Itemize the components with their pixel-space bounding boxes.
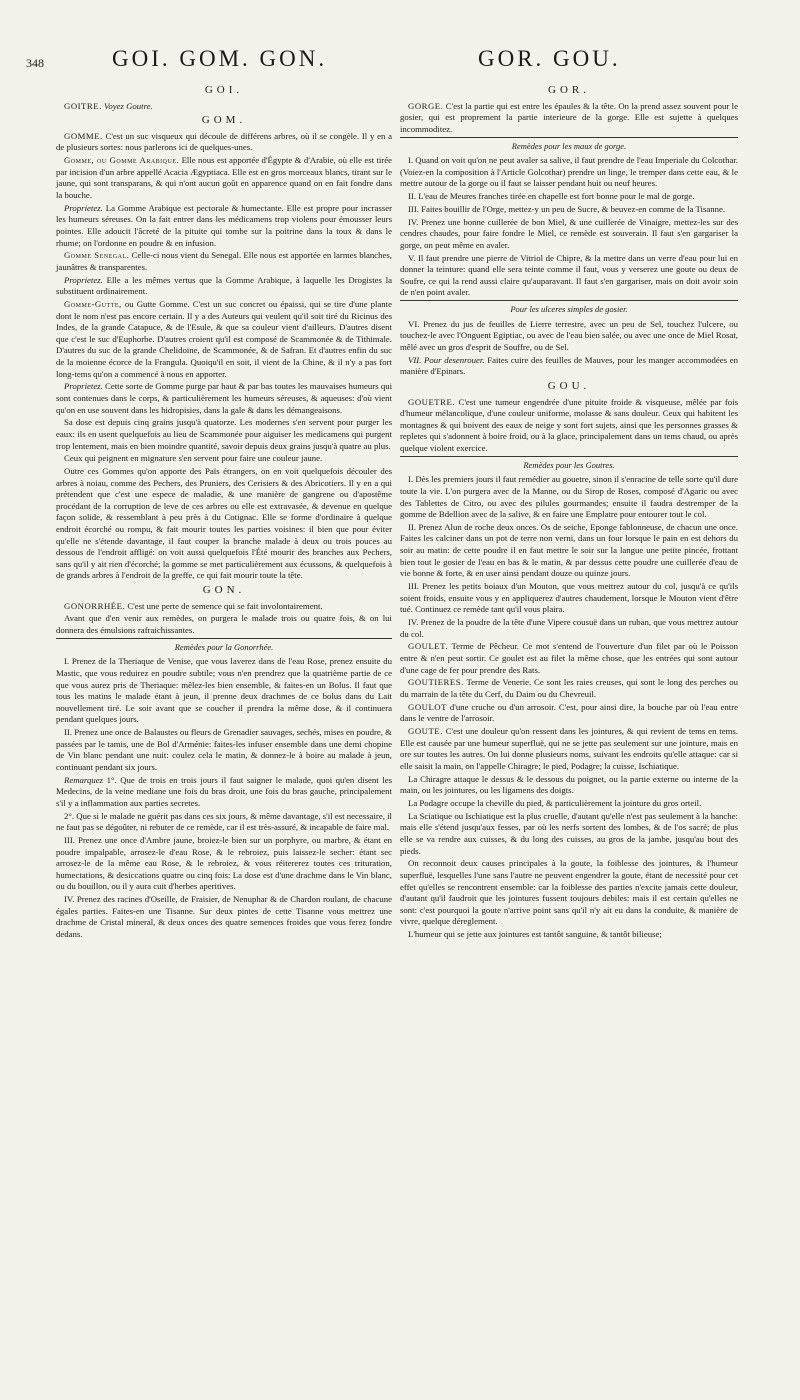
entry-text: C'est un suc visqueux qui découle de différens arbres, où il se congèle. Il y en a de plusieurs sortes: nous parlerons ici de quelques-unes.	[56, 130, 393, 153]
subheading-remedes-gorge: Remèdes pour les maux de gorge.	[511, 140, 627, 151]
divider	[400, 300, 738, 301]
entry-term: Proprietez.	[64, 381, 103, 392]
running-head-left: GOI. GOM. GON.	[112, 46, 328, 71]
entry-goulot	[400, 702, 738, 725]
entry-text: La Gomme Arabique est pectorale & humectante. Elle est propre pour incrasser les humeurs séreuses. On la fait entrer dans les médicamens trop violens pour émousser leurs pointes. Elle adoucit l'âcreté de la pituite qui tombe sur la poitrine dans la toux & dans le rhume; on l'ordonne en poudre & en infusion.	[56, 202, 393, 248]
entry-term: GONORRHÉE.	[64, 600, 126, 611]
entry-goitre	[56, 101, 392, 113]
entry-gonorrhee	[56, 601, 392, 613]
section-heading-gou: GOU.	[547, 379, 591, 392]
entry-text: C'est la partie qui est entre les épaules & la tête. On la prend assez souvent pour le gosier, qui est proprement la partie interieure de la gorge. Elle est sujette à quelques incommoditez.	[400, 100, 738, 134]
divider	[400, 137, 738, 138]
paragraph: Ceux qui peignent en mignature s'en servent pour faire une couleur jaune.	[64, 453, 323, 464]
paragraph: Sa dose est depuis cinq grains jusqu'à quatorze. Les modernes s'en servent pour purger les eaux: ils en usent quelquefois au lieu de Scammonée pour aiguiser les medicamens qui purgent trop lentement, mais en bien moindre quantité, savoir depuis deux grains jusqu'à quatre au plus.	[56, 417, 392, 451]
section-heading-gon: GON.	[202, 584, 246, 597]
remedy-item: VI. Prenez du jus de feuilles de Lierre terrestre, avec un peu de Sel, touchez l'ulcere, ou touchez-le avec l'Onguent Egiptiac, ou avec de l'eau bien salée, ou avec une once de Miel Rosat, mêlé avec un gros d'esprit de Souffre, ou de Sel.	[400, 318, 738, 352]
divider	[56, 638, 392, 639]
remark-term: Remarquez	[64, 774, 104, 785]
remedy-text: Faites cuire des feuilles de Mauves, pour les manger accommodées en manière d'Epinars.	[400, 354, 738, 377]
entry-gomme	[56, 131, 392, 154]
subheading-remedes-gonorrhee: Remèdes pour la Gonorrhée.	[174, 641, 274, 652]
paragraph: Avant que d'en venir aux remèdes, on purgera le malade trois ou quatre fois, & on lui donnera des émulsions rafraichissantes.	[56, 613, 392, 635]
entry-term: Gomme Senegal.	[64, 250, 130, 261]
entry-text: Celle-ci nous vient du Senegal. Elle nous est apportée en larmes blanches, jaunâtres & transparentes.	[56, 250, 392, 272]
entry-term: GOULOT	[408, 701, 447, 712]
entry-text: C'est une tumeur engendrée d'une pituite froide & visqueuse, mêlée par fois d'humeur mélancolique, d'une couleur uniforme, molasse & sans douleur. Ceux qui habitent les montagnes & qui boivent des eaux de neige y sont fort sujets, ainsi que les personnes grasses & repletes qui s'adonnent à boire froid, ou à la glace, principalement dans un tems chaud, ou après quelque violent exercice.	[400, 396, 738, 453]
remedy-item: III. Prenez une once d'Ambre jaune, broiez-le bien sur un porphyre, ou marbre, & étant en poudre impalpable, arrosez-le d'eau Rose, & le rebroiez, puis laissez-le secher: étant sec arrosez-le de la même eau Rose, & le rebroiez, & vous réitererez toutes ces trituration, humectations, & desiccations quatre ou cinq fois: La dose est d'une drachme dans le Vin blanc, ou du bouillon, ou il y aura cuit d'herbes aperitives.	[56, 835, 392, 892]
entry-goute	[400, 726, 738, 772]
divider	[400, 456, 738, 457]
entry-text: C'est une douleur qu'on ressent dans les jointures, & qui revient de tems en tems. Elle est causée par une humeur superfluë, qui ne se jette pas seulement sur une jointure, mais en ore sur toutes les autres. On lui donne plusieurs noms, suivant les endroits qu'elle attaque: car si elle saisit la main, on l'appelle Chiragre; le pied, Podagre; la cuisse, Ischiatique.	[400, 726, 739, 771]
subheading-remedes-goutres: Remèdes pour les Goutres.	[523, 459, 615, 470]
remark	[56, 775, 392, 810]
section-heading-goi: GOI.	[204, 84, 244, 96]
entry-text: d'une cruche ou d'un arrosoir. C'est, pour ainsi dire, la bouche par où l'eau entre dans le ventre de l'arrosoir.	[400, 701, 738, 724]
entry-proprietez	[56, 275, 392, 298]
paragraph: La Podagre occupe la cheville du pied, & particulièrement la jointure du gros orteil.	[408, 798, 702, 809]
entry-gouetre	[400, 397, 738, 455]
remedy-item: IV. Prenez des racines d'Oseille, de Fraisier, de Nenuphar & de Chardon roulant, de chacune égales parties. Faites-en une Tisanne. Sur deux pintes de cette Tisanne vous mettrez une drachme de Cristal mineral, & deux onces des quatre semences froides que vous ferez fondre dedans.	[56, 894, 392, 939]
entry-text: Elle nous est apportée d'Égypte & d'Arabie, où elle est tirée par incision d'un arbre appellé Acacia Ægyptiaca. Elle est en gros morceaux blancs, tirant sur le jaune, qui sont transparans, & qui n'ont aucun goût en apparence quand on en fait fondre dans la bouche.	[56, 155, 392, 200]
entry-proprietez	[56, 203, 392, 249]
paragraph: On reconnoit deux causes principales à la goute, la foiblesse des jointures, & l'humeur superfluë, lesquelles l'une sans l'autre ne peuvent engendrer la goute, étant de necessité pour cet effet qu'elles se rencontrent ensemble: car la foiblesse des parties n'excite jamais cette douleur, d'autant qu'il faudroit que les jointures fussent toujours debiles: mais il est certain qu'elles ne sont: c'est pourquoi la goute n'arrive point sans qu'il n'y ait eu dans la conduite, & manière de vivre, quelque déreglement.	[400, 858, 738, 927]
paragraph: La Sciatique ou Ischiatique est la plus cruelle, d'autant qu'elle n'est pas seulement à la hanche: mais elle s'étend jusqu'aux fesses, par où les nerfs sortent des lombes, & de l'os sacré; de plus elle se va rendre aux cuisses, & du long des cuisses, au gros de la jambe, jusqu'au bout des pieds.	[400, 810, 738, 856]
entry-gomme-arabique	[56, 155, 392, 201]
remedy-item: I. Prenez de la Theriaque de Venise, que vous laverez dans de l'eau Rose, prenez ensuite du Mastic, que vous reduirez en poudre subtile; vous n'en prendrez que la quatrième partie de ce que vous aurez pris de Theriaque: mêlez-les bien ensemble, & faites-en un Bolus. Il faut que tous les matins le malade étant à jeun, il prenne deux drachmes de ce bolus dans du Lait nouvellement tiré. Le soir avant que se coucher il prendra la même dose, & il continuera pendant quelques jours.	[56, 656, 392, 725]
running-head-right: GOR. GOU.	[478, 46, 621, 71]
entry-goutieres	[400, 677, 738, 700]
page-number: 348	[26, 56, 44, 70]
entry-text: Terme de Venerie. Ce sont les raies creuses, qui sont le long des perches ou du marrain de la tête du Cerf, du Daim ou du Chevreuil.	[400, 677, 739, 699]
entry-term: Proprietez.	[64, 202, 103, 213]
entry-text: Voyez Goutre.	[103, 100, 153, 111]
remedy-item: II. Prenez Alun de roche deux onces. Os de seiche, Eponge fablonneuse, de chacun une once. Faites les calciner dans un pot de terre non verni, dans un four lorsque le pain en est dehors du soir au matin: de cette poudre il en faut mettre le soir sur la langue une petite pincée, frottant bien tout le gosier de l'eau en bas & le matin, & par dessus cette poudre une cuillerée d'eau de vie bonne & forte, & en user ainsi pendant douze ou quinze jours.	[400, 521, 738, 579]
entry-term: GOUTIERES.	[408, 677, 464, 688]
section-heading-gor: GOR.	[548, 84, 590, 96]
entry-text: Terme de Pêcheur. Ce mot s'entend de l'ouverture d'un filet par où le Poisson entre & n'en peut sortir. Ce goulet est au filet la même chose, que les entrées qui sont autour d'une cage de fer pour prendre des Rats.	[400, 641, 738, 675]
paragraph: Outre ces Gommes qu'on apporte des Païs étrangers, on en voit quelquefois découler des arbres à noiau, comme des Pechers, des Pruniers, des Cerisiers & des Abricotiers. Il y en a qui prétendent que c'est une espece de maladie, & une manière de gangrene ou d'apostême procédant de la corruption de leve de ces arbres ou elle est extravasée, & devenue en quelque façon solide, & ressemblant à peu près à du Cotignac. Elle se forme d'ordinaire à quelque endroit écorché ou rompu, & fait mourir toutes les parties voisines: il bien que pour éviter qu'elle ne s'étende davantage, il faut couper la branche malade à deux ou trois pouces au dessous de l'endroit affligé: on voit aussi quelquefois l'Été mourir des branches aux Pechers, sans qu'il y ait rien d'écorché; la gomme se met particulièrement aux écussons, & quelquefois à de grands arbres à l'endroit de la greffe, ce qui fait mourir toute la tête.	[56, 466, 392, 581]
paragraph: La Chiragre attaque le dessus & le dessous du poignet, ou la partie externe ou interne de la main, ou les jointures, ou les ligamens des doigts.	[400, 773, 738, 796]
remedy-item: V. Il faut prendre une pierre de Vitriol de Chipre, & la mettre dans un verre d'eau pour lui en donner la teinture: quand elle sera teinte comme il faut, vous y verserez une goute ou deux de Soufre, ce qui la rend aussi claire qu'auparavant. Il faut s'en gargariser, mais on doit avoir soin de n'en point avaler.	[400, 252, 738, 298]
remedy-item: I. Quand on voit qu'on ne peut avaler sa salive, il faut prendre de l'eau Imperiale du Colcothar. (Voiez-en la composition à l'Article Golcothar) prendre un linge, le tremper dans cette eau, & le mettre autour de la gorge ou il faut se laisser pendant huit ou neuf heures.	[400, 155, 738, 189]
section-heading-gom: GOM.	[201, 114, 247, 127]
entry-term: GOUETRE.	[408, 396, 456, 407]
entry-text: ou Gutte Gomme. C'est un suc concret ou épaissi, qui se tire d'une plante dont le nom n'est pas encore certain. Il y a des Auteurs qui veulent qu'il soit tiré du Ricinus des Indes, de la grande Catapuce, & de l'Esule, & que sa couleur vient d'ailleurs. D'autres disent que c'est le suc d'Euphorbe. D'autres croient qu'il est composé de Scammonée & de Tithimale. D'autres du suc de la grande Chelidoine, de Scammonée, & de Safran. Et d'autres enfin du suc de la moienne écorce de la Frangula. Quoiqu'il en soit, il vient de la Chine, & il n'y a pas fort long-tems qu'on a commencé à nous en apporter.	[56, 299, 392, 379]
entry-goulet	[400, 641, 738, 676]
entry-term: Gomme, ou Gomme Arabique.	[64, 155, 180, 166]
left-column	[56, 82, 392, 942]
remedy-term: VII. Pour desenrouer.	[408, 354, 485, 365]
remark: 2°. Que si le malade ne guérit pas dans ces six jours, & même davantage, s'il est necessaire, il ne faut pas se dégoûter, ni rebuter de ce remède, car il est très-assuré, & incapable de faire mal.	[56, 810, 392, 833]
entry-text: C'est une perte de semence qui se fait involontairement.	[127, 600, 323, 611]
entry-gomme-senegal	[56, 250, 392, 273]
remedy-item	[400, 355, 738, 378]
entry-gorge	[400, 101, 738, 136]
entry-gomme-gutte	[56, 299, 392, 380]
entry-term: GORGE.	[408, 100, 444, 111]
entry-term: GOULET.	[408, 641, 449, 652]
remedy-item: III. Faites bouillir de l'Orge, mettez-y un peu de Sucre, & beuvez-en comme de la Tisanne.	[408, 203, 726, 214]
remedy-item: II. L'eau de Meures franches tirée en chapelle est fort bonne pour le mal de gorge.	[408, 191, 695, 202]
entry-text: Cette sorte de Gomme purge par haut & par bas toutes les mauvaises humeurs qui sont contenues dans le corps, & particulièrement les humeurs séreuses, & aqueuses: d'où vient qu'on en use souvent dans les hidropisies, dans la gale & dans les démangeaisons.	[56, 381, 393, 415]
remedy-item: IV. Prenez une bonne cuillerée de bon Miel, & une cuillerée de Vinaigre, mettez-les sur des cendres chaudes, pour faire fondre le Miel, ce remède est souverain. Il faut s'en gargariser la gorge, on peut même en avaler.	[400, 216, 738, 250]
remedy-item: IV. Prenez de la poudre de la tête d'une Vipere cousuë dans un ruban, que vous mettrez autour du col.	[400, 617, 738, 639]
right-column	[400, 82, 738, 942]
paragraph: L'humeur qui se jette aux jointures est tantôt sanguine, & tantôt bilieuse;	[408, 929, 662, 940]
remedy-item: II. Prenez une once de Balaustes ou fleurs de Grenadier sauvages, sechés, mises en poudre, & passées par le tamis, une de Bol d'Arménie: faites-les infuser ensemble dans une demi chopine de Vin blanc pendant une nuit: coulez cela le matin, & donnez-le à boire au malade à jeun, continuant pendant six jours.	[56, 727, 392, 772]
entry-term: GOITRE.	[64, 100, 102, 111]
entry-term: Gomme-Gutte,	[64, 299, 122, 310]
remedy-item: I. Dès les premiers jours il faut remédier au gouetre, sinon il s'enracine de telle sorte qu'il dure toute la vie. L'on purgera avec de la Manne, ou du Sirop de Roses, composé d'Agaric ou avec des Tablettes de Citro, ou avec des pilules gourmandes; ensuite il faudra destremper de la gomme de Bdellion avec de la salive, & en faire une Emplatre pour entourer tout le col.	[400, 474, 738, 520]
remedy-item: III. Prenez les petits boiaux d'un Mouton, que vous mettrez autour du col, jusqu'à ce qu'ils soient froids, ensuite vous y en appliquerez d'autres chaudement, lorsque le Mouton vient d'être tué. Continuez ce remède tant qu'il vous plaira.	[400, 581, 738, 615]
entry-term: GOMME.	[64, 130, 103, 141]
subheading-ulceres: Pour les ulceres simples de gosier.	[510, 304, 628, 315]
entry-text: Elle a les mêmes vertus que la Gomme Arabique, à laquelle les Drogistes la substituent ordinairement.	[56, 274, 393, 297]
entry-term: GOUTE.	[408, 726, 443, 737]
remark-text: 1°. Que de trois en trois jours il faut saigner le malade, quoi qu'en disent les Medecins, de la veine mediane une fois du bras droit, une fois du bras gauche, principalement s'il y a inflammation aux parties secretes.	[56, 774, 393, 808]
entry-term: Proprietez.	[64, 274, 103, 285]
entry-proprietez	[56, 381, 392, 416]
